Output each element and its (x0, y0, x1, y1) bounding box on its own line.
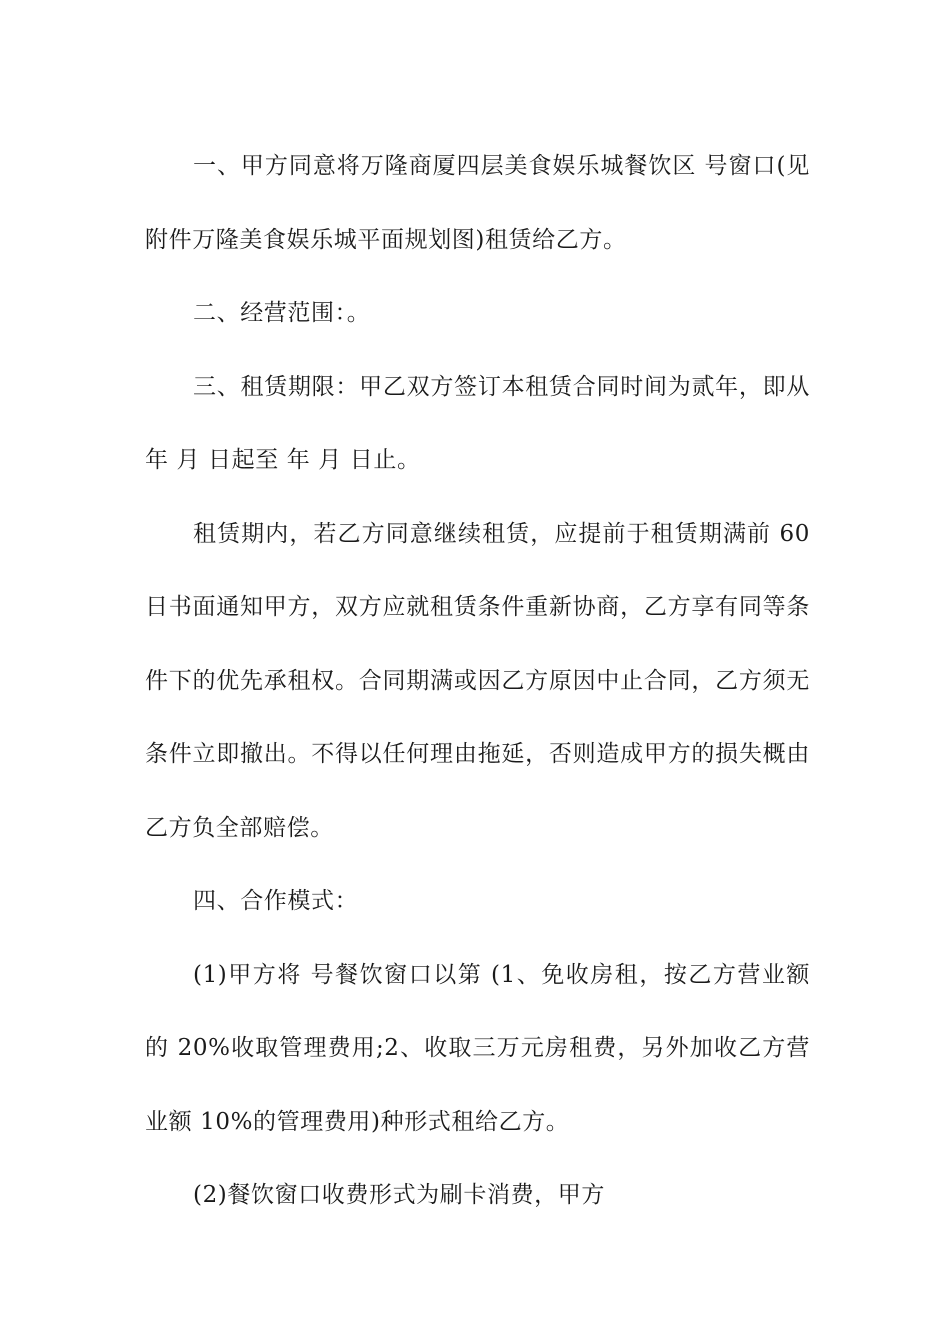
paragraph-clause-4: 四、合作模式： (193, 888, 359, 914)
document-body (145, 130, 810, 1233)
paragraph-mode-1: (1)甲方将 号餐饮窗口以第 (1、免收房租，按乙方营业额的 20%收取管理费用;2、收取三万元房租费，另外加收乙方营业额 10%的管理费用)种形式租给乙方。 (145, 961, 810, 1135)
paragraph-renewal: 租赁期内，若乙方同意继续租赁，应提前于租赁期满前 60 日书面通知甲方，双方应就租赁条件重新协商，乙方享有同等条件下的优先承租权。合同期满或因乙方原因中止合同，乙方须无条件立即撤出。不得以任何理由拖延，否则造成甲方的损失概由乙方负全部赔偿。 (145, 520, 810, 841)
paragraph-clause-2: 二、经营范围：。 (193, 300, 371, 326)
paragraph-clause-1: 一、甲方同意将万隆商厦四层美食娱乐城餐饮区 号窗口(见附件万隆美食娱乐城平面规划图)租赁给乙方。 (145, 153, 810, 253)
paragraph-mode-2: (2)餐饮窗口收费形式为刷卡消费，甲方 (193, 1182, 605, 1208)
paragraph-clause-3: 三、租赁期限：甲乙双方签订本租赁合同时间为贰年，即从 年 月 日起至 年 月 日止。 (145, 373, 810, 473)
